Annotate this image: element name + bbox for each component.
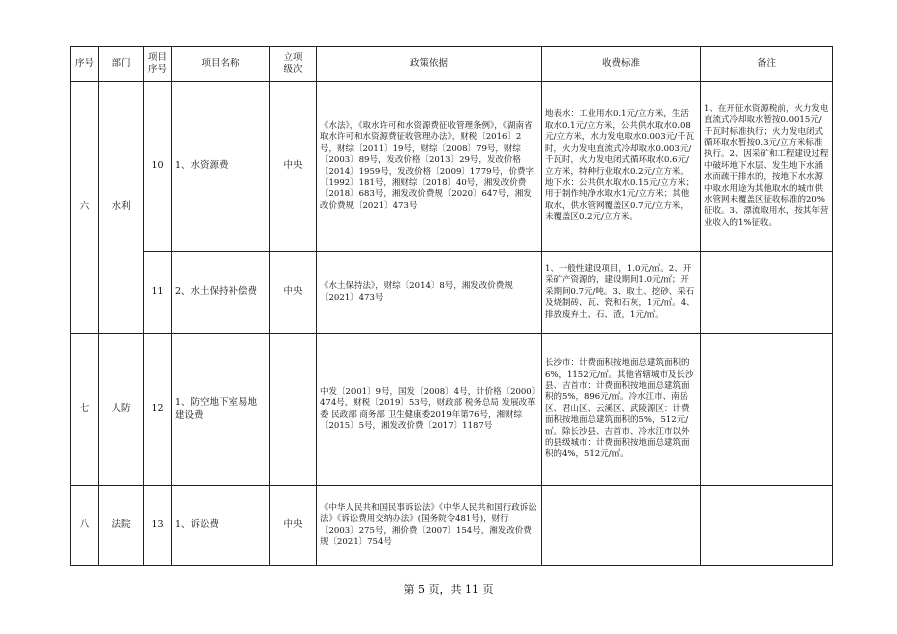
item-note — [701, 334, 833, 486]
header-fee: 收费标准 — [542, 47, 701, 82]
header-note: 备注 — [701, 47, 833, 82]
item-fee: 地表水：工业用水0.1元/立方米，生活取水0.1元/立方米，公共供水取水0.08元/立方米，水力发电取水0.003元/千瓦时，火力发电直流式冷却取水0.003元/千瓦时，火力发电闭式循环取水0.6元/立方米，特种行业取水0.2元/立方米。地下水：公共供水取水0.15元/立方米；用于制作纯净水取水1元/立方米；其他取水，供水管网覆盖区0.7元/立方米，未覆盖区0.2元/立方米。 — [542, 82, 701, 252]
header-item-no: 项目 序号 — [144, 47, 172, 82]
item-policy: 中发〔2001〕9号，国发〔2008〕4号，计价格〔2000〕474号，财税〔2019〕53号，财政部 税务总局 发展改革委 民政部 商务部 卫生健康委2019年第76号，湘财综〔2015〕5号，湘发改价费〔2017〕1187号 — [317, 334, 542, 486]
item-name: 1、诉讼费 — [172, 486, 270, 566]
item-note — [701, 486, 833, 566]
item-fee: 长沙市：计费面积按地面总建筑面积的6%，1152元/㎡。其他省辖城市及长沙县、吉首市：计费面积按地面总建筑面积的5%，896元/㎡。冷水江市、南岳区、君山区、云溪区、武陵源区：计费面积按地面总建筑面积的5%，512元/㎡。除长沙县、吉首市、冷水江市以外的县级城市：计费面积按地面总建筑面积的4%，512元/㎡。 — [542, 334, 701, 486]
table-row — [71, 82, 833, 252]
page-footer: 第 5 页，共 11 页 — [403, 583, 494, 596]
header-policy: 政策依据 — [317, 47, 542, 82]
item-fee: 1、一般性建设项目，1.0元/㎡。2、开采矿产资源的，建设期间1.0元/㎡；开采期间0.7元/吨。3、取土、挖砂、采石及烧制砖、瓦、瓷和石灰，1元/㎡。4、排放废弃土、石、渣，1元/㎡。 — [542, 252, 701, 334]
header-level: 立项 级次 — [270, 47, 317, 82]
item-level: 中央 — [270, 82, 317, 252]
group-dept: 水利 — [99, 82, 144, 334]
item-policy: 《水法》，《取水许可和水资源费征收管理条例》，《湖南省取水许可和水资源费征收管理办法》，财税〔2016〕2号，财综〔2011〕19号，财综〔2008〕79号，财综〔2003〕89号，发改价格〔2013〕29号，发改价格〔2014〕1959号，发改价格〔2009〕1779号，价费字〔1992〕181号，湘财综〔2018〕40号，湘发改价费〔2018〕683号，湘发改价费规〔2020〕647号，湘发改价费规〔2021〕473号 — [317, 82, 542, 252]
item-level: 中央 — [270, 486, 317, 566]
item-name: 1、防空地下室易地建设费 — [172, 334, 270, 486]
table-row — [71, 252, 833, 334]
item-name: 1、水资源费 — [172, 82, 270, 252]
table-row — [71, 486, 833, 566]
item-name: 2、水土保持补偿费 — [172, 252, 270, 334]
item-level: 中央 — [270, 252, 317, 334]
item-level — [270, 334, 317, 486]
group-dept: 法院 — [99, 486, 144, 566]
item-fee — [542, 486, 701, 566]
item-note: 1、在开征水资源税前，火力发电直流式冷却取水暂按0.0015元/千瓦时标准执行；火力发电闭式循环取水暂按0.3元/立方米标准执行。2、因采矿和工程建设过程中破坏地下水层、发生地下水涌水而疏干排水的，按地下水水源中取水用途为其他取水的城市供水管网未覆盖区征收标准的20%征收。3、漂流取用水，按其年营业收入的1%征收。 — [701, 82, 833, 252]
item-no: 10 — [144, 82, 172, 252]
group-seq: 八 — [71, 486, 99, 566]
header-item-name: 项目名称 — [172, 47, 270, 82]
group-dept: 人防 — [99, 334, 144, 486]
item-no: 13 — [144, 486, 172, 566]
item-policy: 《中华人民共和国民事诉讼法》《中华人民共和国行政诉讼法》《诉讼费用交纳办法》(国务院令481号)，财行〔2003〕275号，湘价费〔2007〕154号，湘发改价费规〔2021〕754号 — [317, 486, 542, 566]
table-row — [71, 334, 833, 486]
header-row — [71, 47, 833, 82]
item-no: 11 — [144, 252, 172, 334]
group-seq: 七 — [71, 334, 99, 486]
header-seq: 序号 — [71, 47, 99, 82]
header-dept: 部门 — [99, 47, 144, 82]
fee-table — [70, 46, 833, 566]
group-seq: 六 — [71, 82, 99, 334]
item-no: 12 — [144, 334, 172, 486]
item-note — [701, 252, 833, 334]
item-policy: 《水土保持法》，财综〔2014〕8号，湘发改价费规〔2021〕473号 — [317, 252, 542, 334]
